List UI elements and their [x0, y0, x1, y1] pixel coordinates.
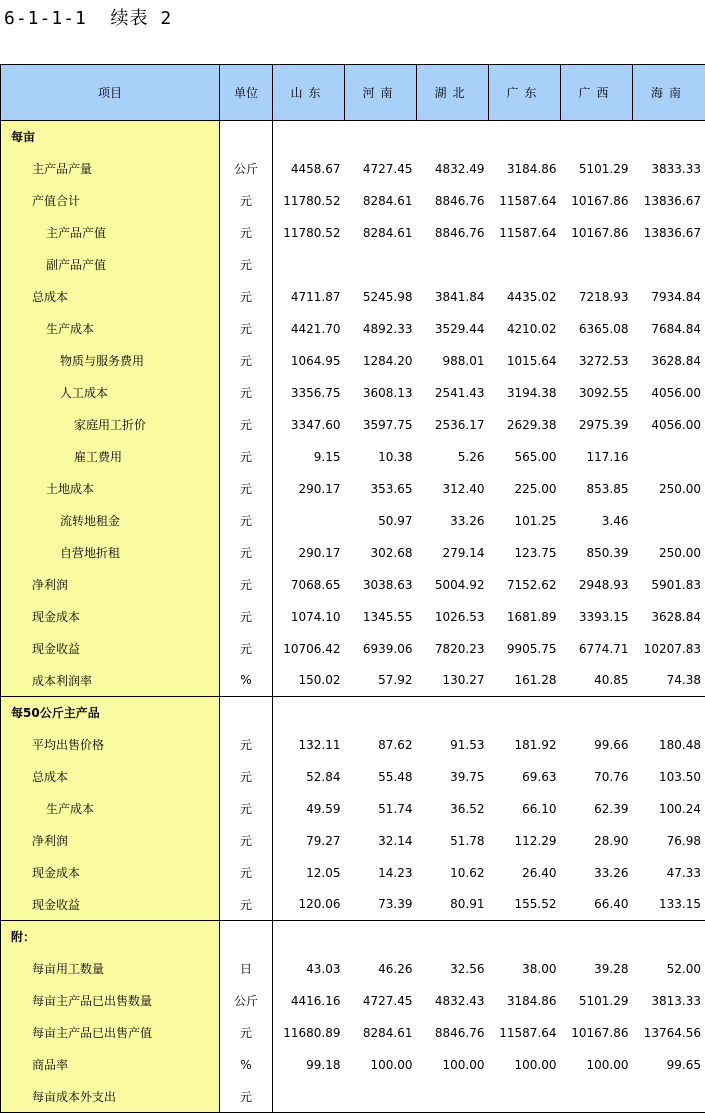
row-unit: 元 [220, 633, 273, 665]
value-cell: 180.48 [633, 729, 705, 761]
row-unit: 元 [220, 569, 273, 601]
value-cell [489, 1081, 561, 1113]
value-cell: 49.59 [306, 801, 341, 816]
section-header-row [1, 121, 705, 153]
value-cell: 76.98 [633, 825, 705, 857]
value-cell: 100.00 [442, 1057, 485, 1072]
row-label: 商品率 [1, 1049, 220, 1081]
row-label: 附： [1, 921, 220, 953]
row-unit: 元 [220, 761, 273, 793]
value-cell [633, 505, 705, 537]
row-label: 主产品产值 [1, 217, 220, 249]
value-cell: 5101.29 [578, 161, 629, 176]
value-cell: 13764.56 [633, 1017, 705, 1049]
value-cell: 3194.38 [506, 385, 557, 400]
value-cell: 33.26 [594, 865, 629, 880]
value-cell: 9.15 [313, 449, 341, 464]
value-cell: 4435.02 [506, 289, 557, 304]
row-label: 平均出售价格 [1, 729, 220, 761]
value-cell: 70.76 [594, 769, 629, 784]
value-cell: 5.26 [457, 449, 485, 464]
value-cell: 4727.45 [362, 161, 413, 176]
value-cell: 46.26 [378, 961, 413, 976]
row-label: 净利润 [1, 569, 220, 601]
value-cell: 988.01 [442, 353, 485, 368]
value-cell: 3184.86 [506, 993, 557, 1008]
value-cell: 3.46 [601, 513, 629, 528]
value-cell: 123.75 [514, 545, 557, 560]
column-header-unit: 单位 [220, 65, 273, 121]
value-cell: 3529.44 [434, 321, 485, 336]
row-unit: 元 [220, 889, 273, 921]
value-cell: 87.62 [378, 737, 413, 752]
value-cell: 7684.84 [633, 313, 705, 345]
value-cell: 69.63 [522, 769, 557, 784]
value-cell: 3272.53 [578, 353, 629, 368]
value-cell: 100.00 [370, 1057, 413, 1072]
value-cell: 4056.00 [633, 377, 705, 409]
value-cell: 5004.92 [434, 577, 485, 592]
value-cell: 39.75 [450, 769, 485, 784]
value-cell: 91.53 [450, 737, 485, 752]
row-label: 总成本 [1, 761, 220, 793]
column-header-region: 山东 [273, 65, 345, 121]
value-cell: 6365.08 [578, 321, 629, 336]
value-cell: 10706.42 [283, 641, 341, 656]
value-cell: 3393.15 [578, 609, 629, 624]
row-label: 总成本 [1, 281, 220, 313]
value-cell: 3356.75 [290, 385, 341, 400]
row-label: 净利润 [1, 825, 220, 857]
value-cell: 312.40 [442, 481, 485, 496]
value-cell [633, 697, 705, 729]
row-label: 生产成本 [1, 313, 220, 345]
row-unit: 元 [220, 793, 273, 825]
table-row [1, 1081, 705, 1113]
value-cell: 120.06 [298, 897, 341, 912]
row-unit: 日 [220, 953, 273, 985]
value-cell: 62.39 [594, 801, 629, 816]
column-header-region: 湖北 [417, 65, 489, 121]
value-cell [345, 249, 417, 281]
value-cell: 302.68 [370, 545, 413, 560]
table-row [1, 441, 705, 473]
table-row [1, 761, 705, 793]
table-row [1, 185, 705, 217]
value-cell: 2536.17 [434, 417, 485, 432]
value-cell [561, 697, 633, 729]
value-cell [417, 1081, 489, 1113]
value-cell: 14.23 [378, 865, 413, 880]
row-unit: 元 [220, 601, 273, 633]
value-cell: 12.05 [306, 865, 341, 880]
table-header-row [1, 65, 705, 121]
value-cell: 38.00 [522, 961, 557, 976]
value-cell: 36.52 [450, 801, 485, 816]
value-cell: 52.00 [633, 953, 705, 985]
value-cell: 1345.55 [362, 609, 413, 624]
row-label: 自营地折租 [1, 537, 220, 569]
row-unit: 公斤 [220, 153, 273, 185]
value-cell: 10167.86 [571, 225, 629, 240]
value-cell: 130.27 [442, 673, 485, 688]
value-cell: 8846.76 [434, 193, 485, 208]
table-row [1, 473, 705, 505]
value-cell: 2541.43 [434, 385, 485, 400]
table-row [1, 537, 705, 569]
value-cell: 132.11 [298, 737, 341, 752]
value-cell [561, 921, 633, 953]
value-cell: 8284.61 [362, 193, 413, 208]
value-cell: 32.14 [378, 833, 413, 848]
value-cell: 1015.64 [506, 353, 557, 368]
value-cell: 7152.62 [506, 577, 557, 592]
value-cell: 10.62 [450, 865, 485, 880]
value-cell: 13836.67 [633, 217, 705, 249]
row-label: 现金收益 [1, 633, 220, 665]
value-cell [345, 921, 417, 953]
value-cell: 10207.83 [633, 633, 705, 665]
row-label: 产值合计 [1, 185, 220, 217]
value-cell: 3813.33 [633, 985, 705, 1017]
value-cell: 565.00 [514, 449, 557, 464]
value-cell [417, 249, 489, 281]
value-cell: 1026.53 [434, 609, 485, 624]
value-cell: 250.00 [633, 473, 705, 505]
row-label: 每亩主产品已出售数量 [1, 985, 220, 1017]
value-cell: 100.24 [633, 793, 705, 825]
value-cell: 2975.39 [578, 417, 629, 432]
value-cell [489, 121, 561, 153]
value-cell [489, 697, 561, 729]
table-row [1, 281, 705, 313]
value-cell: 4458.67 [290, 161, 341, 176]
row-unit: % [220, 1049, 273, 1081]
row-unit: 元 [220, 313, 273, 345]
value-cell: 1064.95 [290, 353, 341, 368]
value-cell: 5245.98 [362, 289, 413, 304]
row-label: 家庭用工折价 [1, 409, 220, 441]
row-label: 生产成本 [1, 793, 220, 825]
value-cell [633, 249, 705, 281]
value-cell [489, 249, 561, 281]
row-label: 每50公斤主产品 [1, 697, 220, 729]
row-label: 主产品产量 [1, 153, 220, 185]
value-cell: 3608.13 [362, 385, 413, 400]
row-unit: 元 [220, 729, 273, 761]
row-label: 副产品产值 [1, 249, 220, 281]
value-cell: 155.52 [514, 897, 557, 912]
value-cell: 7218.93 [578, 289, 629, 304]
row-unit: 元 [220, 409, 273, 441]
value-cell: 290.17 [298, 545, 341, 560]
table-row [1, 345, 705, 377]
value-cell: 250.00 [633, 537, 705, 569]
row-label: 每亩用工数量 [1, 953, 220, 985]
value-cell [273, 1081, 345, 1113]
value-cell: 290.17 [298, 481, 341, 496]
table-row [1, 601, 705, 633]
row-unit: 元 [220, 217, 273, 249]
row-unit: 元 [220, 281, 273, 313]
value-cell: 55.48 [378, 769, 413, 784]
value-cell: 150.02 [298, 673, 341, 688]
value-cell: 850.39 [586, 545, 629, 560]
value-cell: 3038.63 [362, 577, 413, 592]
column-header-region: 广西 [561, 65, 633, 121]
value-cell: 99.65 [633, 1049, 705, 1081]
value-cell: 8284.61 [362, 1025, 413, 1040]
value-cell: 10.38 [378, 449, 413, 464]
value-cell: 3597.75 [362, 417, 413, 432]
value-cell: 7068.65 [290, 577, 341, 592]
value-cell: 133.15 [633, 889, 705, 921]
value-cell: 100.00 [586, 1057, 629, 1072]
value-cell: 9905.75 [506, 641, 557, 656]
section-header-row [1, 697, 705, 729]
value-cell: 1681.89 [506, 609, 557, 624]
row-unit: 元 [220, 249, 273, 281]
value-cell: 11680.89 [283, 1025, 341, 1040]
value-cell: 66.10 [522, 801, 557, 816]
value-cell [273, 697, 345, 729]
column-header-region: 河南 [345, 65, 417, 121]
table-row [1, 313, 705, 345]
value-cell: 3184.86 [506, 161, 557, 176]
value-cell: 51.78 [450, 833, 485, 848]
table-row [1, 505, 705, 537]
value-cell: 52.84 [306, 769, 341, 784]
value-cell: 161.28 [514, 673, 557, 688]
value-cell: 3347.60 [290, 417, 341, 432]
table-body [1, 121, 705, 1113]
row-label: 雇工费用 [1, 441, 220, 473]
value-cell [273, 121, 345, 153]
value-cell: 47.33 [633, 857, 705, 889]
section-header-row [1, 921, 705, 953]
value-cell: 4210.02 [506, 321, 557, 336]
value-cell [273, 921, 345, 953]
value-cell [345, 697, 417, 729]
value-cell: 2629.38 [506, 417, 557, 432]
table-row [1, 633, 705, 665]
value-cell: 2948.93 [578, 577, 629, 592]
value-cell: 11587.64 [499, 1025, 557, 1040]
table-row [1, 569, 705, 601]
value-cell: 3628.84 [633, 345, 705, 377]
table-row [1, 953, 705, 985]
column-header-region: 海南 [633, 65, 705, 121]
value-cell: 13836.67 [633, 185, 705, 217]
value-cell: 4416.16 [290, 993, 341, 1008]
value-cell: 181.92 [514, 737, 557, 752]
row-unit: 元 [220, 1017, 273, 1049]
value-cell [633, 1081, 705, 1113]
table-row [1, 665, 705, 697]
value-cell: 3092.55 [578, 385, 629, 400]
table-row [1, 857, 705, 889]
row-unit [220, 921, 273, 953]
value-cell: 6939.06 [362, 641, 413, 656]
table-row [1, 985, 705, 1017]
value-cell: 1074.10 [290, 609, 341, 624]
value-cell: 4832.49 [434, 161, 485, 176]
table-row [1, 729, 705, 761]
value-cell: 39.28 [594, 961, 629, 976]
row-unit: 元 [220, 505, 273, 537]
row-label: 流转地租金 [1, 505, 220, 537]
value-cell [417, 121, 489, 153]
value-cell: 5101.29 [578, 993, 629, 1008]
row-unit: 公斤 [220, 985, 273, 1017]
value-cell: 103.50 [633, 761, 705, 793]
value-cell [417, 697, 489, 729]
row-label: 现金成本 [1, 857, 220, 889]
value-cell: 5901.83 [633, 569, 705, 601]
value-cell: 11587.64 [499, 193, 557, 208]
value-cell: 66.40 [594, 897, 629, 912]
value-cell: 33.26 [450, 513, 485, 528]
value-cell: 8846.76 [434, 1025, 485, 1040]
value-cell: 853.85 [586, 481, 629, 496]
value-cell: 80.91 [450, 897, 485, 912]
row-label: 人工成本 [1, 377, 220, 409]
row-unit: 元 [220, 825, 273, 857]
value-cell: 51.74 [378, 801, 413, 816]
value-cell: 279.14 [442, 545, 485, 560]
value-cell [633, 121, 705, 153]
value-cell: 8284.61 [362, 225, 413, 240]
value-cell: 99.18 [306, 1057, 341, 1072]
row-label: 成本利润率 [1, 665, 220, 697]
row-unit: 元 [220, 537, 273, 569]
table-row [1, 889, 705, 921]
table-row [1, 1049, 705, 1081]
row-unit: 元 [220, 345, 273, 377]
value-cell: 4421.70 [290, 321, 341, 336]
row-unit: 元 [220, 377, 273, 409]
row-unit: % [220, 665, 273, 697]
value-cell: 50.97 [378, 513, 413, 528]
column-header-item: 项目 [1, 65, 220, 121]
row-unit: 元 [220, 441, 273, 473]
value-cell [417, 921, 489, 953]
table-row [1, 217, 705, 249]
value-cell: 353.65 [370, 481, 413, 496]
table-row [1, 1017, 705, 1049]
value-cell: 4727.45 [362, 993, 413, 1008]
row-label: 现金成本 [1, 601, 220, 633]
value-cell [345, 121, 417, 153]
row-unit: 元 [220, 857, 273, 889]
table-row [1, 409, 705, 441]
value-cell [273, 249, 345, 281]
value-cell: 101.25 [514, 513, 557, 528]
value-cell: 3841.84 [434, 289, 485, 304]
table-row [1, 793, 705, 825]
value-cell: 40.85 [594, 673, 629, 688]
value-cell: 26.40 [522, 865, 557, 880]
value-cell: 79.27 [306, 833, 341, 848]
value-cell: 8846.76 [434, 225, 485, 240]
page-title: 6-1-1-1 续表 2 [4, 8, 173, 29]
value-cell: 225.00 [514, 481, 557, 496]
column-header-region: 广东 [489, 65, 561, 121]
value-cell: 11780.52 [283, 225, 341, 240]
value-cell: 117.16 [586, 449, 629, 464]
value-cell: 3833.33 [633, 153, 705, 185]
row-label: 每亩主产品已出售产值 [1, 1017, 220, 1049]
value-cell: 74.38 [633, 665, 705, 697]
value-cell: 4056.00 [633, 409, 705, 441]
value-cell: 99.66 [594, 737, 629, 752]
row-unit: 元 [220, 185, 273, 217]
value-cell: 11780.52 [283, 193, 341, 208]
row-unit [220, 697, 273, 729]
value-cell: 7934.84 [633, 281, 705, 313]
value-cell [489, 921, 561, 953]
row-label: 每亩 [1, 121, 220, 153]
table-row [1, 249, 705, 281]
value-cell: 10167.86 [571, 1025, 629, 1040]
value-cell: 4711.87 [290, 289, 341, 304]
value-cell: 73.39 [378, 897, 413, 912]
value-cell: 1284.20 [362, 353, 413, 368]
value-cell: 10167.86 [571, 193, 629, 208]
value-cell: 11587.64 [499, 225, 557, 240]
value-cell: 4832.43 [434, 993, 485, 1008]
value-cell [561, 121, 633, 153]
value-cell: 7820.23 [434, 641, 485, 656]
table-row [1, 153, 705, 185]
table-row [1, 825, 705, 857]
row-label: 现金收益 [1, 889, 220, 921]
row-label: 土地成本 [1, 473, 220, 505]
row-label: 物质与服务费用 [1, 345, 220, 377]
value-cell: 3628.84 [633, 601, 705, 633]
data-table [0, 64, 705, 1113]
value-cell [633, 441, 705, 473]
value-cell: 4892.33 [362, 321, 413, 336]
value-cell: 43.03 [306, 961, 341, 976]
value-cell: 57.92 [378, 673, 413, 688]
value-cell [345, 1081, 417, 1113]
value-cell [273, 505, 345, 537]
value-cell: 28.90 [594, 833, 629, 848]
value-cell [633, 921, 705, 953]
table-row [1, 377, 705, 409]
value-cell: 32.56 [450, 961, 485, 976]
value-cell: 112.29 [514, 833, 557, 848]
row-unit: 元 [220, 473, 273, 505]
value-cell [561, 1081, 633, 1113]
row-unit [220, 121, 273, 153]
row-unit: 元 [220, 1081, 273, 1113]
value-cell [561, 249, 633, 281]
row-label: 每亩成本外支出 [1, 1081, 220, 1113]
value-cell: 100.00 [514, 1057, 557, 1072]
value-cell: 6774.71 [578, 641, 629, 656]
